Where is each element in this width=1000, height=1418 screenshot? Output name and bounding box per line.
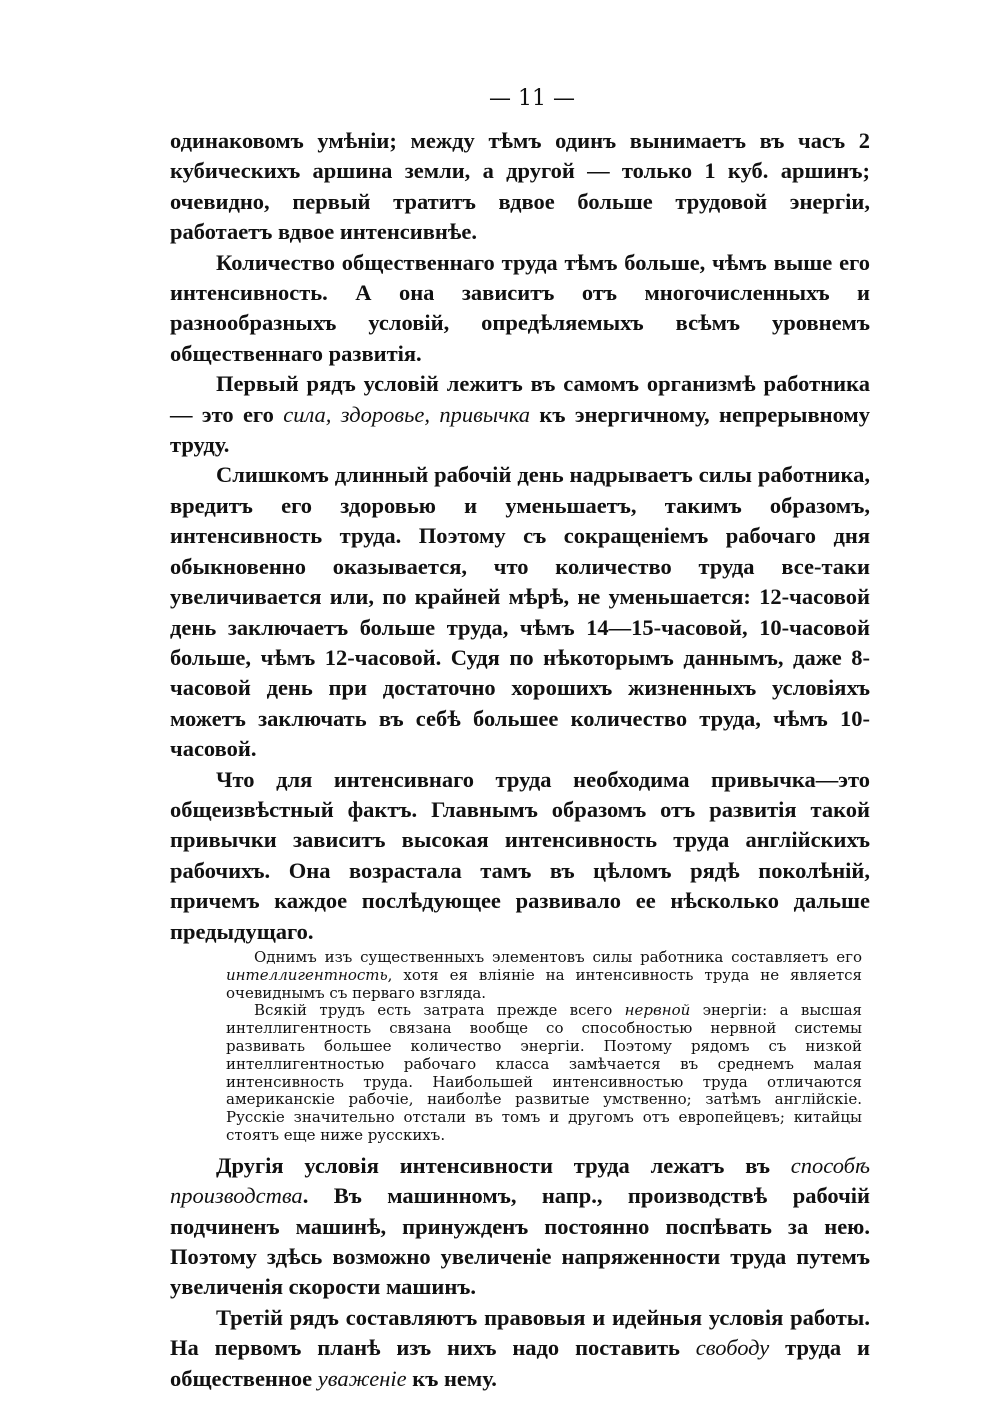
emphasis-text: интеллигентность [226, 965, 388, 984]
text-segment: Слишкомъ длинный рабочій день надрываетъ силы работника, вредитъ его здоровью и уменьшаетъ, такимъ образомъ, интенсивность труда. Поэтому съ сокращеніемъ рабочаго дня обыкновенно оказывается, что количество труда все-таки увеличивается или, по крайней мѣрѣ, не уменьшается: 12-часовой день заключаетъ больше труда, чѣмъ 14—15-часовой, 10-часовой больше, чѣмъ 12-часовой. Судя по нѣкоторымъ даннымъ, даже 8-часовой день при достаточно хорошихъ жизненныхъ условіяхъ можетъ заключать въ себѣ большее количество труда, чѣмъ 10-часовой. [170, 462, 870, 762]
book-page [170, 84, 870, 1394]
text-segment: Третій рядъ составляютъ правовыя и идейныя условія работы. На первомъ планѣ изъ нихъ надо поставить [170, 1304, 870, 1361]
paragraph-2 [170, 369, 870, 460]
paragraph-0 [170, 126, 870, 248]
text-segment: Что для интенсивнаго труда необходима привычка—это общеизвѣстный фактъ. Главнымъ образомъ отъ развитія такой привычки зависитъ высокая интенсивность труда англійскихъ рабочихъ. Она возрастала тамъ въ цѣломъ рядѣ поколѣній, причемъ каждое послѣдующее развивало ее нѣсколько дальше предыдущаго. [170, 766, 870, 944]
body-text-top [170, 126, 870, 947]
emphasis-text: уваженіе [317, 1365, 407, 1391]
emphasis-text: способѣ производства [170, 1152, 870, 1209]
text-segment: , хотя ея вліяніе на интенсивность труда не является очевиднымъ съ перваго взгляда. [226, 965, 862, 1002]
text-segment: Другія условія интенсивности труда лежатъ въ [216, 1152, 791, 1178]
text-segment: Первый рядъ условій лежитъ въ самомъ организмѣ работника— это его [170, 371, 870, 427]
footnote-paragraph-0 [226, 949, 862, 1002]
text-segment: труда и общественное [170, 1335, 870, 1391]
text-segment: Однимъ изъ существенныхъ элементовъ силы работника составляетъ его [254, 947, 862, 966]
text-segment: къ энергичному, непрерывному труду. [170, 401, 870, 458]
text-segment: одинаковомъ умѣніи; между тѣмъ одинъ вынимаетъ въ часъ 2 кубическихъ аршина земли, а другой — только 1 куб. аршинъ; очевидно, первый тратитъ вдвое больше трудовой энергіи, работаетъ вдвое интенсивнѣе. [170, 128, 870, 245]
footnote-block [170, 949, 870, 1145]
page-number: — 11 — [489, 86, 575, 111]
emphasis-text: нервной [624, 1001, 691, 1020]
paragraph-bottom-1 [170, 1303, 870, 1394]
paragraph-bottom-0 [170, 1151, 870, 1303]
paragraph-1 [170, 248, 870, 370]
footnote-paragraph-1 [226, 1002, 862, 1144]
text-segment: Всякій трудъ есть затрата прежде всего [254, 1001, 625, 1020]
emphasis-text: сила, здоровье, привычка [283, 401, 531, 427]
emphasis-text: свободу [695, 1335, 770, 1361]
text-segment: . Въ машинномъ, напр., производствѣ рабочій подчиненъ машинѣ, принужденъ постоянно поспѣвать за нею. Поэтому здѣсь возможно увеличеніе напряженности труда путемъ увеличенія скорости машинъ. [170, 1183, 870, 1300]
text-segment: энергіи: а высшая интеллигентность связана вообще со способностью нервной системы развивать большее количество энергіи. Поэтому рядомъ съ низкой интеллигентностью рабочаго класса замѣчается въ среднемъ малая интенсивность труда. Наибольшей интенсивностью труда отличаются американскіе рабочіе, наиболѣе развитые умственно; затѣмъ англійскіе. Русскіе значительно отстали въ томъ и другомъ отъ европейцевъ; китайцы стоятъ еще ниже русскихъ. [226, 1001, 863, 1144]
text-segment: къ нему. [406, 1365, 497, 1391]
text-segment: Количество общественнаго труда тѣмъ больше, чѣмъ выше его интенсивность. А она зависитъ отъ многочисленныхъ и разнообразныхъ условій, опредѣляемыхъ всѣмъ уровнемъ общественнаго развитія. [170, 249, 870, 366]
paragraph-4 [170, 765, 870, 947]
body-text-bottom [170, 1151, 870, 1394]
paragraph-3 [170, 460, 870, 764]
